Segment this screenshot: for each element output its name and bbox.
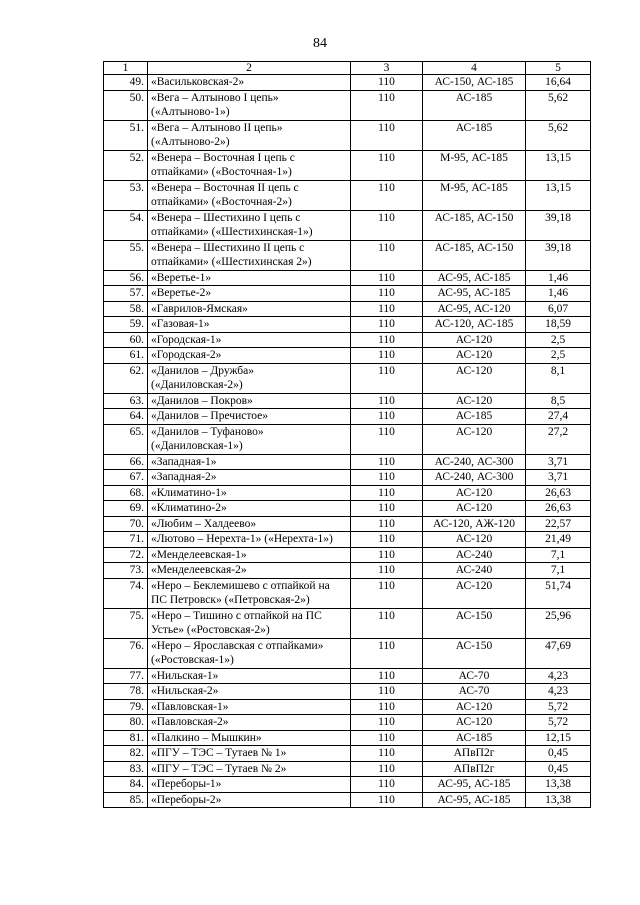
length-cell: 39,18 xyxy=(526,240,591,270)
header-col-2: 2 xyxy=(148,62,351,75)
line-name: «Переборы-1» xyxy=(148,777,351,793)
length-cell: 1,46 xyxy=(526,270,591,286)
table-row xyxy=(104,363,591,393)
length-cell: 13,15 xyxy=(526,180,591,210)
header-col-5: 5 xyxy=(526,62,591,75)
line-name: «Любим – Халдеево» xyxy=(148,516,351,532)
table-row xyxy=(104,684,591,700)
line-name: «Данилов – Пречистое» xyxy=(148,409,351,425)
length-cell: 0,45 xyxy=(526,761,591,777)
length-cell: 5,72 xyxy=(526,699,591,715)
wire-brand-cell: АС-120 xyxy=(423,485,526,501)
header-col-1: 1 xyxy=(104,62,148,75)
wire-brand-cell: АС-120 xyxy=(423,348,526,364)
table-row xyxy=(104,270,591,286)
row-number: 83. xyxy=(104,761,148,777)
row-number: 63. xyxy=(104,393,148,409)
row-number: 57. xyxy=(104,286,148,302)
voltage-cell: 110 xyxy=(351,348,423,364)
table-row xyxy=(104,777,591,793)
voltage-cell: 110 xyxy=(351,393,423,409)
table-row xyxy=(104,638,591,668)
table-row xyxy=(104,715,591,731)
voltage-cell: 110 xyxy=(351,424,423,454)
table-row xyxy=(104,547,591,563)
line-name: «Вега – Алтыново II цепь» («Алтыново-2») xyxy=(148,120,351,150)
voltage-cell: 110 xyxy=(351,210,423,240)
wire-brand-cell: АС-150 xyxy=(423,638,526,668)
row-number: 56. xyxy=(104,270,148,286)
wire-brand-cell: АС-70 xyxy=(423,684,526,700)
line-name: «Неро – Ярославская с отпайками» («Ростовская-1») xyxy=(148,638,351,668)
table-row xyxy=(104,180,591,210)
wire-brand-cell: АС-120 xyxy=(423,332,526,348)
wire-brand-cell: М-95, АС-185 xyxy=(423,180,526,210)
length-cell: 51,74 xyxy=(526,578,591,608)
row-number: 54. xyxy=(104,210,148,240)
voltage-cell: 110 xyxy=(351,777,423,793)
length-cell: 16,64 xyxy=(526,75,591,91)
table-row xyxy=(104,761,591,777)
length-cell: 26,63 xyxy=(526,485,591,501)
table-row xyxy=(104,563,591,579)
length-cell: 2,5 xyxy=(526,332,591,348)
line-name: «Западная-2» xyxy=(148,470,351,486)
length-cell: 7,1 xyxy=(526,547,591,563)
voltage-cell: 110 xyxy=(351,792,423,808)
voltage-cell: 110 xyxy=(351,746,423,762)
line-name: «Нильская-2» xyxy=(148,684,351,700)
wire-brand-cell: АС-120 xyxy=(423,699,526,715)
table-row xyxy=(104,90,591,120)
wire-brand-cell: АС-120 xyxy=(423,532,526,548)
header-col-4: 4 xyxy=(423,62,526,75)
row-number: 75. xyxy=(104,608,148,638)
voltage-cell: 110 xyxy=(351,470,423,486)
table-header-row xyxy=(104,62,591,75)
wire-brand-cell: АС-120, АЖ-120 xyxy=(423,516,526,532)
row-number: 64. xyxy=(104,409,148,425)
length-cell: 2,5 xyxy=(526,348,591,364)
row-number: 50. xyxy=(104,90,148,120)
line-name: «Венера – Шестихино I цепь с отпайками» («Шестихинская-1») xyxy=(148,210,351,240)
table-row xyxy=(104,150,591,180)
table-row xyxy=(104,699,591,715)
wire-brand-cell: М-95, АС-185 xyxy=(423,150,526,180)
line-name: «Павловская-1» xyxy=(148,699,351,715)
row-number: 76. xyxy=(104,638,148,668)
wire-brand-cell: АС-70 xyxy=(423,668,526,684)
voltage-cell: 110 xyxy=(351,699,423,715)
length-cell: 8,1 xyxy=(526,363,591,393)
voltage-cell: 110 xyxy=(351,578,423,608)
wire-brand-cell: АС-120 xyxy=(423,393,526,409)
wire-brand-cell: АС-120 xyxy=(423,363,526,393)
line-name: «Венера – Шестихино II цепь с отпайками» («Шестихинская 2») xyxy=(148,240,351,270)
table-row xyxy=(104,792,591,808)
length-cell: 4,23 xyxy=(526,668,591,684)
voltage-cell: 110 xyxy=(351,75,423,91)
row-number: 52. xyxy=(104,150,148,180)
wire-brand-cell: АС-120 xyxy=(423,578,526,608)
length-cell: 0,45 xyxy=(526,746,591,762)
table-row xyxy=(104,210,591,240)
row-number: 60. xyxy=(104,332,148,348)
voltage-cell: 110 xyxy=(351,240,423,270)
wire-brand-cell: АС-185 xyxy=(423,120,526,150)
page-number: 84 xyxy=(313,36,327,51)
line-name: «Гаврилов-Ямская» xyxy=(148,301,351,317)
line-name: «Веретье-2» xyxy=(148,286,351,302)
line-name: «Нильская-1» xyxy=(148,668,351,684)
line-name: «Западная-1» xyxy=(148,454,351,470)
table-row xyxy=(104,348,591,364)
wire-brand-cell: АС-240, АС-300 xyxy=(423,454,526,470)
wire-brand-cell: АС-95, АС-185 xyxy=(423,270,526,286)
row-number: 62. xyxy=(104,363,148,393)
wire-brand-cell: АС-120 xyxy=(423,501,526,517)
row-number: 61. xyxy=(104,348,148,364)
row-number: 79. xyxy=(104,699,148,715)
voltage-cell: 110 xyxy=(351,684,423,700)
voltage-cell: 110 xyxy=(351,409,423,425)
voltage-cell: 110 xyxy=(351,608,423,638)
row-number: 71. xyxy=(104,532,148,548)
voltage-cell: 110 xyxy=(351,638,423,668)
table-row xyxy=(104,75,591,91)
voltage-cell: 110 xyxy=(351,363,423,393)
table-row xyxy=(104,393,591,409)
wire-brand-cell: АС-95, АС-185 xyxy=(423,286,526,302)
voltage-cell: 110 xyxy=(351,270,423,286)
line-name: «ПГУ – ТЭС – Тутаев № 2» xyxy=(148,761,351,777)
line-name: «Венера – Восточная II цепь с отпайками» («Восточная-2») xyxy=(148,180,351,210)
length-cell: 13,38 xyxy=(526,777,591,793)
row-number: 59. xyxy=(104,317,148,333)
wire-brand-cell: АС-240 xyxy=(423,547,526,563)
length-cell: 6,07 xyxy=(526,301,591,317)
voltage-cell: 110 xyxy=(351,454,423,470)
wire-brand-cell: АС-150 xyxy=(423,608,526,638)
length-cell: 5,62 xyxy=(526,90,591,120)
voltage-cell: 110 xyxy=(351,180,423,210)
wire-brand-cell: АС-95, АС-185 xyxy=(423,792,526,808)
row-number: 68. xyxy=(104,485,148,501)
length-cell: 26,63 xyxy=(526,501,591,517)
line-name: «Переборы-2» xyxy=(148,792,351,808)
table-row xyxy=(104,409,591,425)
length-cell: 47,69 xyxy=(526,638,591,668)
voltage-cell: 110 xyxy=(351,501,423,517)
wire-brand-cell: АС-185, АС-150 xyxy=(423,240,526,270)
length-cell: 1,46 xyxy=(526,286,591,302)
power-lines-table xyxy=(103,61,591,808)
line-name: «Климатино-1» xyxy=(148,485,351,501)
row-number: 77. xyxy=(104,668,148,684)
wire-brand-cell: АПвП2г xyxy=(423,761,526,777)
wire-brand-cell: АС-150, АС-185 xyxy=(423,75,526,91)
voltage-cell: 110 xyxy=(351,332,423,348)
length-cell: 12,15 xyxy=(526,730,591,746)
length-cell: 27,4 xyxy=(526,409,591,425)
row-number: 49. xyxy=(104,75,148,91)
line-name: «Менделеевская-1» xyxy=(148,547,351,563)
length-cell: 27,2 xyxy=(526,424,591,454)
voltage-cell: 110 xyxy=(351,715,423,731)
row-number: 72. xyxy=(104,547,148,563)
line-name: «Неро – Беклемишево с отпайкой на ПС Петровск» («Петровская-2») xyxy=(148,578,351,608)
row-number: 55. xyxy=(104,240,148,270)
line-name: «Веретье-1» xyxy=(148,270,351,286)
row-number: 80. xyxy=(104,715,148,731)
wire-brand-cell: АС-120, АС-185 xyxy=(423,317,526,333)
length-cell: 39,18 xyxy=(526,210,591,240)
line-name: «Городская-1» xyxy=(148,332,351,348)
length-cell: 8,5 xyxy=(526,393,591,409)
voltage-cell: 110 xyxy=(351,120,423,150)
table-row xyxy=(104,730,591,746)
line-name: «Менделеевская-2» xyxy=(148,563,351,579)
row-number: 82. xyxy=(104,746,148,762)
row-number: 53. xyxy=(104,180,148,210)
row-number: 51. xyxy=(104,120,148,150)
wire-brand-cell: АС-240, АС-300 xyxy=(423,470,526,486)
table-row xyxy=(104,668,591,684)
row-number: 65. xyxy=(104,424,148,454)
row-number: 70. xyxy=(104,516,148,532)
line-name: «Данилов – Туфаново» («Даниловская-1») xyxy=(148,424,351,454)
row-number: 66. xyxy=(104,454,148,470)
row-number: 85. xyxy=(104,792,148,808)
length-cell: 18,59 xyxy=(526,317,591,333)
wire-brand-cell: АС-240 xyxy=(423,563,526,579)
table-row xyxy=(104,424,591,454)
voltage-cell: 110 xyxy=(351,668,423,684)
line-name: «Неро – Тишино с отпайкой на ПС Устье» («Ростовская-2») xyxy=(148,608,351,638)
wire-brand-cell: АС-185 xyxy=(423,90,526,120)
voltage-cell: 110 xyxy=(351,301,423,317)
row-number: 58. xyxy=(104,301,148,317)
table-row xyxy=(104,332,591,348)
line-name: «Палкино – Мышкин» xyxy=(148,730,351,746)
row-number: 67. xyxy=(104,470,148,486)
length-cell: 21,49 xyxy=(526,532,591,548)
voltage-cell: 110 xyxy=(351,317,423,333)
voltage-cell: 110 xyxy=(351,516,423,532)
line-name: «Данилов – Дружба» («Даниловская-2») xyxy=(148,363,351,393)
length-cell: 22,57 xyxy=(526,516,591,532)
length-cell: 25,96 xyxy=(526,608,591,638)
line-name: «Павловская-2» xyxy=(148,715,351,731)
voltage-cell: 110 xyxy=(351,532,423,548)
wire-brand-cell: АС-95, АС-120 xyxy=(423,301,526,317)
line-name: «Васильковская-2» xyxy=(148,75,351,91)
table-row xyxy=(104,608,591,638)
length-cell: 3,71 xyxy=(526,454,591,470)
table-row xyxy=(104,286,591,302)
line-name: «Лютово – Нерехта-1» («Нерехта-1») xyxy=(148,532,351,548)
line-name: «Городская-2» xyxy=(148,348,351,364)
row-number: 84. xyxy=(104,777,148,793)
table-row xyxy=(104,317,591,333)
line-name: «Венера – Восточная I цепь с отпайками» («Восточная-1») xyxy=(148,150,351,180)
line-name: «Климатино-2» xyxy=(148,501,351,517)
wire-brand-cell: АС-120 xyxy=(423,424,526,454)
line-name: «Вега – Алтыново I цепь» («Алтыново-1») xyxy=(148,90,351,120)
wire-brand-cell: АПвП2г xyxy=(423,746,526,762)
table-row xyxy=(104,120,591,150)
header-col-3: 3 xyxy=(351,62,423,75)
table-row xyxy=(104,240,591,270)
line-name: «Газовая-1» xyxy=(148,317,351,333)
length-cell: 3,71 xyxy=(526,470,591,486)
table-row xyxy=(104,301,591,317)
length-cell: 5,72 xyxy=(526,715,591,731)
table-row xyxy=(104,501,591,517)
voltage-cell: 110 xyxy=(351,761,423,777)
voltage-cell: 110 xyxy=(351,730,423,746)
voltage-cell: 110 xyxy=(351,485,423,501)
voltage-cell: 110 xyxy=(351,150,423,180)
row-number: 74. xyxy=(104,578,148,608)
table-row xyxy=(104,746,591,762)
line-name: «ПГУ – ТЭС – Тутаев № 1» xyxy=(148,746,351,762)
voltage-cell: 110 xyxy=(351,547,423,563)
table-row xyxy=(104,454,591,470)
wire-brand-cell: АС-185 xyxy=(423,409,526,425)
row-number: 73. xyxy=(104,563,148,579)
table-row xyxy=(104,532,591,548)
length-cell: 13,38 xyxy=(526,792,591,808)
table-body xyxy=(104,75,591,808)
table-row xyxy=(104,485,591,501)
length-cell: 5,62 xyxy=(526,120,591,150)
voltage-cell: 110 xyxy=(351,286,423,302)
row-number: 78. xyxy=(104,684,148,700)
length-cell: 13,15 xyxy=(526,150,591,180)
wire-brand-cell: АС-185 xyxy=(423,730,526,746)
row-number: 69. xyxy=(104,501,148,517)
voltage-cell: 110 xyxy=(351,563,423,579)
row-number: 81. xyxy=(104,730,148,746)
wire-brand-cell: АС-95, АС-185 xyxy=(423,777,526,793)
voltage-cell: 110 xyxy=(351,90,423,120)
length-cell: 4,23 xyxy=(526,684,591,700)
length-cell: 7,1 xyxy=(526,563,591,579)
line-name: «Данилов – Покров» xyxy=(148,393,351,409)
table-row xyxy=(104,578,591,608)
wire-brand-cell: АС-185, АС-150 xyxy=(423,210,526,240)
table-row xyxy=(104,470,591,486)
wire-brand-cell: АС-120 xyxy=(423,715,526,731)
table-row xyxy=(104,516,591,532)
